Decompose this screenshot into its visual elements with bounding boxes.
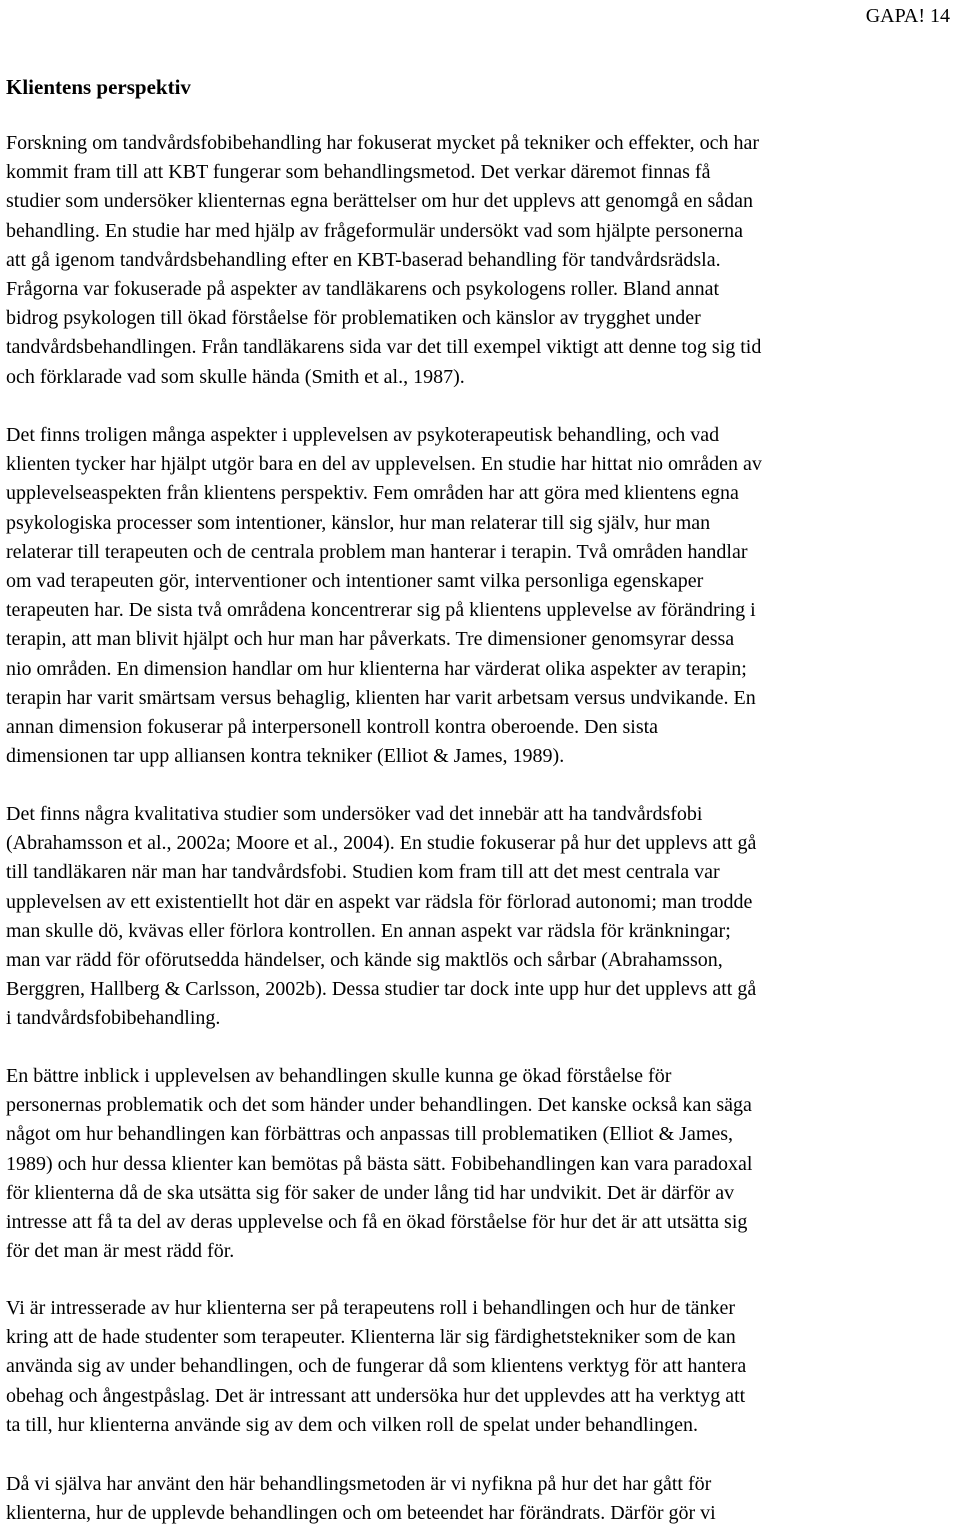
paragraph-line: terapin har varit smärtsam versus behaglig, klienten har varit arbetsam versus undvikande. En [6,686,756,709]
paragraph-line: för det man är mest rädd för. [6,1240,235,1263]
paragraph-line: Då vi själva har använt den här behandlingsmetoden är vi nyfikna på hur det har gått för [6,1473,712,1495]
paragraph-line: nio områden. En dimension handlar om hur klienterna har värderat olika aspekter av terapin; [6,657,747,680]
paragraph-line: tandvårdsbehandlingen. Från tandläkarens sida var det till exempel viktigt att denne tog sig tid [6,336,762,359]
paragraph-line: kommit fram till att KBT fungerar som behandlingsmetod. Det verkar däremot finnas få [6,161,711,184]
paragraph-line: man skulle dö, kvävas eller förlora kontrollen. En annan aspekt var rädsla för kränkningar; [6,919,731,942]
paragraph-line: Berggren, Hallberg & Carlsson, 2002b). Dessa studier tar dock inte upp hur det upplevs att gå [6,978,757,1001]
page-header: GAPA! 14 [865,5,950,27]
paragraph-line: om vad terapeuten gör, interventioner och intentioner samt vilka personliga egenskaper [6,569,704,592]
paragraph-line: något om hur behandlingen kan förbättras och anpassas till problematiken (Elliot & James, [6,1123,734,1146]
paragraph-line: bidrog psykologen till ökad förståelse för problematiken och känslor av trygghet under [6,307,701,330]
paragraph-line: (Abrahamsson et al., 2002a; Moore et al., 2004). En studie fokuserar på hur det upplevs att gå [6,832,757,855]
paragraph-line: upplevelseaspekten från klientens perspektiv. Fem områden har att göra med klientens egna [6,482,739,505]
section-heading: Klientens perspektiv [6,75,191,99]
paragraph-line: använda sig av under behandlingen, och de fungerar då som klientens verktyg för att hantera [6,1355,747,1378]
paragraph-line: relaterar till terapeuten och de centrala problem man hanterar i terapin. Två områden handlar [6,540,748,563]
paragraph-line: behandling. En studie har med hjälp av frågeformulär undersökt vad som hjälpte personerna [6,219,743,242]
paragraph-5 [6,1294,960,1440]
paragraph-line: 1989) och hur dessa klienter kan bemötas på bästa sätt. Fobibehandlingen kan vara paradoxal [6,1152,753,1175]
paragraph-line: studier som undersöker klienternas egna berättelser om hur det upplevs att genomgå en sådan [6,190,753,213]
paragraph-line: annan dimension fokuserar på interpersonell kontroll kontra oberoende. Den sista [6,715,659,738]
paragraph-line: intresse att få ta del av deras upplevelse och få en ökad förståelse för hur det är att utsätta sig [6,1210,748,1233]
paragraph-line: att gå igenom tandvårdsbehandling efter en KBT-baserad behandling för tandvårdsrädsla. [6,248,721,271]
paragraph-line: Frågorna var fokuserade på aspekter av tandläkarens och psykologens roller. Bland annat [6,277,720,300]
paragraph-line: personernas problematik och det som händer under behandlingen. Det kanske också kan säga [6,1094,752,1117]
paragraph-line: Det finns några kvalitativa studier som undersöker vad det innebär att ha tandvårdsfobi [6,803,703,825]
paragraph-1 [6,129,960,392]
paragraph-line: man var rädd för oförutsedda händelser, och kände sig maktlös och sårbar (Abrahamsson, [6,948,723,971]
paragraph-line: till tandläkaren när man har tandvårdsfobi. Studien kom fram till att det mest centrala var [6,861,720,884]
paragraph-line: En bättre inblick i upplevelsen av behandlingen skulle kunna ge ökad förståelse för [6,1065,672,1087]
paragraph-line: och förklarade vad som skulle hända (Smith et al., 1987). [6,365,465,388]
paragraph-line: klienterna, hur de upplevde behandlingen och om beteendet har förändrats. Därför gör vi [6,1502,716,1525]
paragraph-3 [6,800,960,1034]
paragraph-2 [6,421,960,771]
paragraph-line: Vi är intresserade av hur klienterna ser på terapeutens roll i behandlingen och hur de tänker [6,1297,736,1319]
paragraph-line: Det finns troligen många aspekter i upplevelsen av psykoterapeutisk behandling, och vad [6,424,720,446]
paragraph-line: ta till, hur klienterna använde sig av dem och vilken roll de spelat under behandlingen. [6,1413,699,1436]
paragraph-line: terapin, att man blivit hjälpt och hur man har påverkats. Tre dimensioner genomsyrar dessa [6,628,735,651]
paragraph-line: i tandvårdsfobibehandling. [6,1007,221,1030]
paragraph-line: för klienterna då de ska utsätta sig för saker de under lång tid har undvikit. Det är därför av [6,1181,735,1204]
paragraph-6 [6,1470,960,1528]
paragraph-line: terapeuten har. De sista två områdena koncentrerar sig på klientens upplevelse av förändring i [6,599,756,622]
paragraph-line: psykologiska processer som intentioner, känslor, hur man relaterar till sig själv, hur man [6,511,711,534]
paragraph-line: Forskning om tandvårdsfobibehandling har fokuserat mycket på tekniker och effekter, och har [6,132,760,154]
paragraph-line: upplevelsen av ett existentiellt hot där en aspekt var rädsla för förlorad autonomi; man trodde [6,890,753,913]
paragraph-line: kring att de hade studenter som terapeuter. Klienterna lär sig färdighetstekniker som de kan [6,1326,736,1349]
paragraph-line: klienten tycker har hjälpt utgör bara en del av upplevelsen. En studie har hittat nio områden av [6,453,762,476]
paragraph-line: obehag och ångestpåslag. Det är intressant att undersöka hur det upplevdes att ha verktyg att [6,1384,746,1407]
paragraph-line: dimensionen tar upp alliansen kontra tekniker (Elliot & James, 1989). [6,745,565,768]
paragraph-4 [6,1062,960,1266]
